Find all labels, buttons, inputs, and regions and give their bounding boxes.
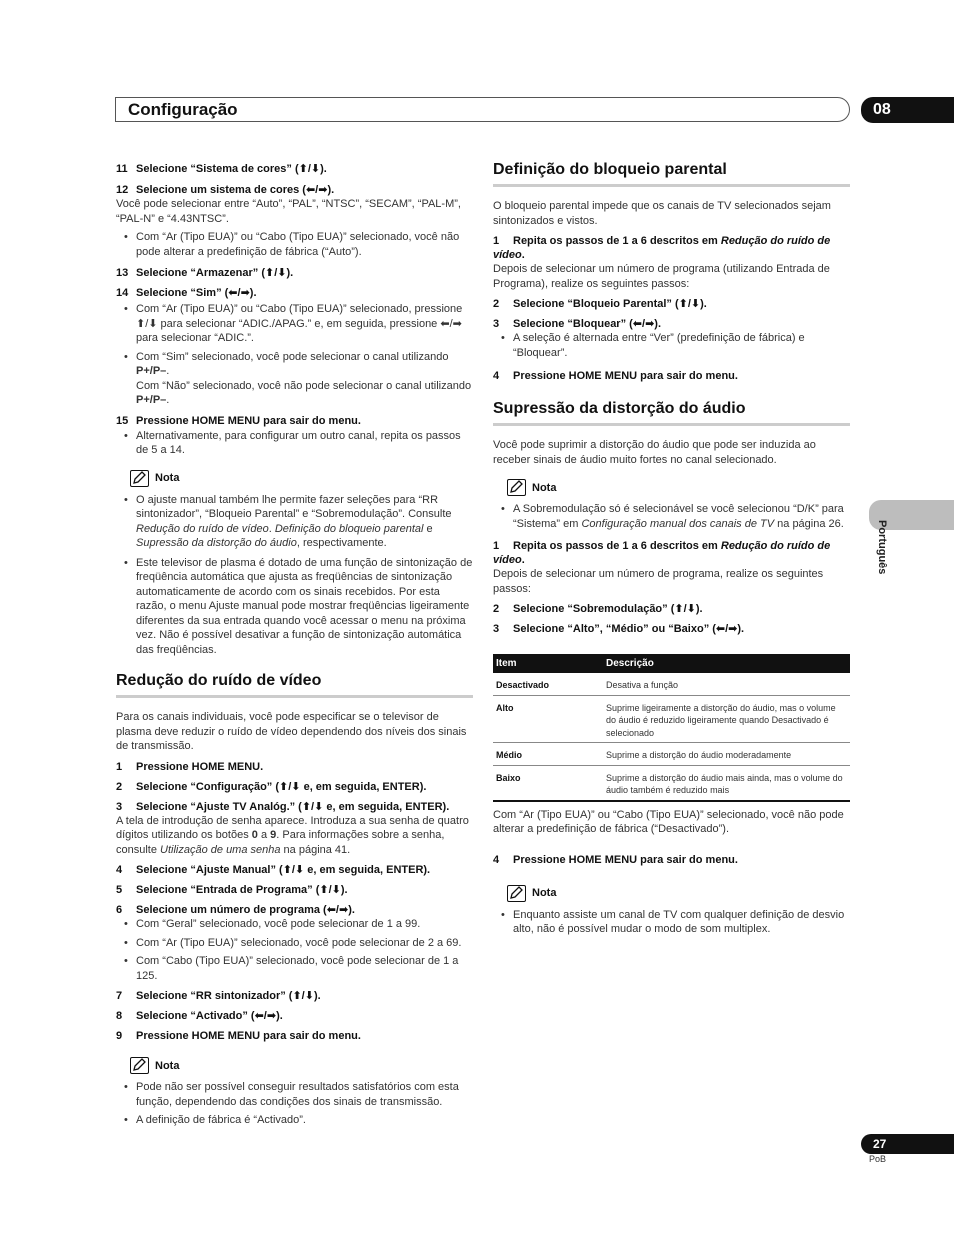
step-12: 12 Selecione um sistema de cores (⬅/➡). (116, 184, 335, 196)
bullet: • A definição de fábrica é “Activado”. (116, 1113, 473, 1128)
bullet: • O ajuste manual também lhe permite fazer seleções para “RR sintonizador”, “Bloqueio Parental” e “Sobremodulação”. Consulte Redução do ruído de vídeo. Definição do bloqueio parental e Supressão da distorção do áudio, respectivamente. (116, 493, 473, 551)
step-4: 4 Pressione HOME MENU para sair do menu. (493, 853, 738, 866)
left-column (116, 160, 473, 1128)
table-cell-item: Baixo (493, 765, 603, 801)
page-title: Configuração (128, 100, 238, 119)
pencil-icon (130, 470, 149, 487)
table-cell-desc: Suprime ligeiramente a distorção do áudio, mas o volume do áudio é reduzido ligeiramente quando Desactivado é selecionado (603, 695, 850, 743)
section-heading: Definição do bloqueio parental (493, 160, 850, 187)
step-3: 3 Selecione “Alto”, “Médio” ou “Baixo” (⬅/➡). (493, 623, 745, 635)
table-footnote: Com “Ar (Tipo EUA)” ou “Cabo (Tipo EUA)” selecionado, você não pode alterar a predefinição de fábrica (“Desactivado”). (493, 808, 844, 835)
settings-table (493, 654, 850, 802)
bullet: • Com “Cabo (Tipo EUA)” selecionado, você pode selecionar de 1 a 125. (116, 954, 473, 983)
pencil-icon (507, 885, 526, 902)
bullet: • Com “Ar (Tipo EUA)” ou “Cabo (Tipo EUA)” selecionado, você não pode alterar a predefinição de fábrica (“Auto”). (116, 230, 473, 259)
step-15: 15 Pressione HOME MENU para sair do menu. (116, 414, 361, 427)
table-row (493, 673, 850, 695)
step-14: 14 Selecione “Sim” (⬅/➡). (116, 287, 257, 299)
step-11: 11 Selecione “Sistema de cores” (⬆/⬇). (116, 163, 327, 175)
bullet: • A Sobremodulação só é selecionável se você selecionou “D/K” para “Sistema” em Configuração manual dos canais de TV na página 26. (493, 502, 850, 531)
bullet: • Alternativamente, para configurar um outro canal, repita os passos de 5 a 14. (116, 429, 473, 458)
section-intro: Para os canais individuais, você pode especificar se o televisor de plasma deve reduzir o ruído de vídeo dependendo dos níveis dos sinais de transmissão. (116, 711, 467, 752)
step-4: 4 Pressione HOME MENU para sair do menu. (493, 370, 738, 382)
step-6: 6 Selecione um número de programa (⬅/➡). (116, 904, 355, 916)
bullet: • Com “Ar (Tipo EUA)” selecionado, você pode selecionar de 2 a 69. (116, 936, 473, 951)
bullet: • Com “Ar (Tipo EUA)” ou “Cabo (Tipo EUA)” selecionado, pressione ⬆/⬇ para selecionar “ADIC./APAG.” e, em seguida, pressione ⬅/➡ para selecionar “ADIC.”. (116, 302, 473, 346)
step-2: 2 Selecione “Sobremodulação” (⬆/⬇). (493, 603, 703, 615)
step-3-text: A tela de introdução de senha aparece. Introduza a sua senha de quatro dígitos utilizando os botões 0 a 9. Para informações sobre a senha, consulte Utilização de uma senha na página 41. (116, 814, 469, 856)
chapter-number: 08 (861, 97, 954, 123)
table-cell-item: Alto (493, 695, 603, 743)
bullet: • A seleção é alternada entre “Ver” (predefinição de fábrica) e “Bloquear”. (493, 331, 850, 360)
note-heading: Nota (130, 470, 473, 487)
step-1: 1 Repita os passos de 1 a 6 descritos em Redução do ruído de vídeo. (493, 540, 831, 566)
bullet: • Com “Sim” selecionado, você pode selecionar o canal utilizando P+/P–. Com “Não” selecionado, você não pode selecionar o canal utilizando P+/P–. (116, 350, 473, 408)
step-5: 5 Selecione “Entrada de Programa” (⬆/⬇). (116, 884, 348, 896)
step-1: 1 Repita os passos de 1 a 6 descritos em Redução do ruído de vídeo. (493, 235, 831, 261)
step-8: 8 Selecione “Activado” (⬅/➡). (116, 1010, 283, 1022)
language-label: Português (876, 520, 888, 575)
step-13: 13 Selecione “Armazenar” (⬆/⬇). (116, 267, 294, 279)
table-header-row (493, 654, 850, 673)
bullet: • Enquanto assiste um canal de TV com qualquer definição de desvio alto, não é possível mudar o modo de som multiplex. (493, 908, 850, 937)
section-heading: Redução do ruído de vídeo (116, 671, 473, 698)
table-cell-desc: Suprime a distorção do áudio mais ainda, mas o volume do áudio também é reduzido mais (603, 765, 850, 801)
bullet: • Com “Geral” selecionado, você pode selecionar de 1 a 99. (116, 917, 473, 932)
section-heading: Supressão da distorção do áudio (493, 399, 850, 426)
pencil-icon (507, 479, 526, 496)
note-heading: Nota (507, 885, 850, 902)
step-1: 1 Pressione HOME MENU. (116, 760, 264, 773)
pencil-icon (130, 1057, 149, 1074)
table-row (493, 695, 850, 743)
column-header-item: Item (493, 654, 603, 673)
language-label-box (866, 520, 896, 590)
step-1-text: Depois de selecionar um número de programa (utilizando Entrada de Programa), realize os seguintes passos: (493, 263, 830, 290)
step-4: 4 Selecione “Ajuste Manual” (⬆/⬇ e, em seguida, ENTER). (116, 864, 431, 876)
bullet: • Este televisor de plasma é dotado de uma função de sintonização de freqüência automática que ajusta as freqüências de sintonização automaticamente de acordo com os sinais recebidos. Por esta razão, o menu Ajuste manual pode mostrar freqüências ligeiramente diferentes da sua entrada quando você acessar o menu na próxima vez. Não é possível desativar a função de sintonização automática das freqüências. (116, 556, 473, 658)
step-2: 2 Selecione “Configuração” (⬆/⬇ e, em seguida, ENTER). (116, 780, 427, 793)
step-9: 9 Pressione HOME MENU para sair do menu. (116, 1030, 361, 1042)
page-number: 27 (861, 1134, 954, 1154)
table-cell-desc: Desativa a função (603, 673, 850, 695)
bullet: • Pode não ser possível conseguir resultados satisfatórios com esta função, dependendo das condições dos sinais de transmissão. (116, 1080, 473, 1109)
step-2: 2 Selecione “Bloqueio Parental” (⬆/⬇). (493, 298, 707, 310)
note-heading: Nota (130, 1057, 473, 1074)
note-heading: Nota (507, 479, 850, 496)
step-12-text: Você pode selecionar entre “Auto”, “PAL”, “NTSC”, “SECAM”, “PAL-M”, “PAL-N” e “4.43NTSC”. (116, 198, 461, 225)
column-header-description: Descrição (603, 654, 850, 673)
table-row (493, 765, 850, 801)
page-code: PoB (869, 1154, 887, 1164)
table-cell-item: Médio (493, 743, 603, 766)
table-cell-item: Desactivado (493, 673, 603, 695)
right-column (493, 160, 850, 937)
step-3: 3 Selecione “Bloquear” (⬅/➡). (493, 318, 662, 330)
table-row (493, 743, 850, 766)
step-7: 7 Selecione “RR sintonizador” (⬆/⬇). (116, 990, 321, 1002)
table-cell-desc: Suprime a distorção do áudio moderadamente (603, 743, 850, 766)
step-3: 3 Selecione “Ajuste TV Analóg.” (⬆/⬇ e, em seguida, ENTER). (116, 800, 450, 813)
step-1-text: Depois de selecionar um número de programa, realize os seguintes passos: (493, 568, 824, 595)
section-intro: O bloqueio parental impede que os canais de TV selecionados sejam sintonizados e vistos. (493, 200, 831, 227)
section-intro: Você pode suprimir a distorção do áudio que pode ser induzida ao receber sinais de áudio muito fortes no canal selecionado. (493, 439, 816, 466)
